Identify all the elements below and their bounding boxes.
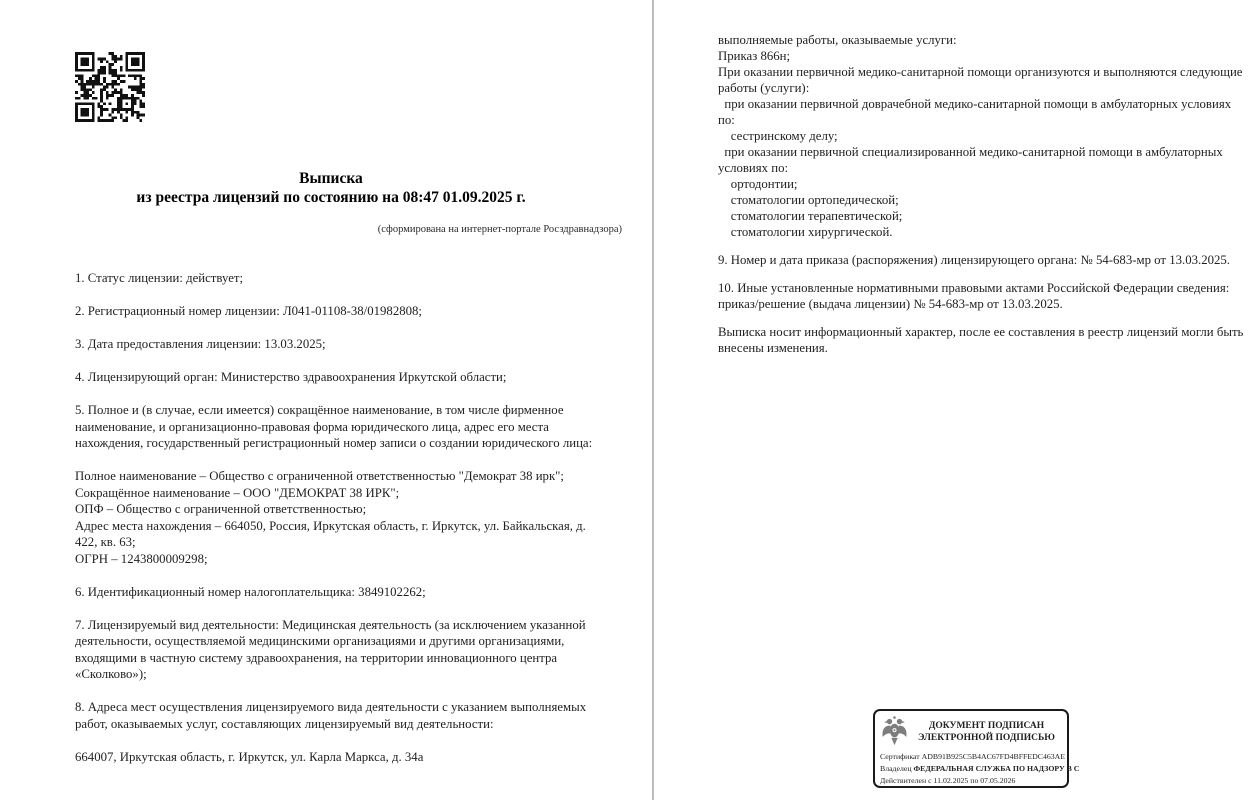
text-line: при оказании первичной специализированной медико-санитарной помощи в амбулаторных [718,145,1223,159]
qr-code-icon [75,52,145,122]
certificate-label: Сертификат [880,752,920,761]
text-line: 3. Дата предоставления лицензии: 13.03.2025; [75,337,326,351]
owner-label: Владелец [880,764,912,773]
text-line: 9. Номер и дата приказа (распоряжения) лицензирующего органа: № 54-683-мр от 13.03.2025. [718,253,1230,267]
text-line: работы (услуги): [718,81,810,95]
text-line: 6. Идентификационный номер налогоплательщика: 3849102262; [75,584,426,599]
paragraph [718,324,1248,356]
text-line: Сокращённое наименование – ООО "ДЕМОКРАТ 38 ИРК"; [75,485,400,500]
digital-signature-stamp [873,709,1080,788]
text-line: 422, кв. 63; [75,535,136,549]
text-line: входящими в частную систему здравоохранения, на территории инновационного центра [75,650,558,665]
paragraph [75,303,635,320]
text-line: Приказ 866н; [718,49,791,63]
validity-line: Действителен с 11.02.2025 по 07.05.2026 [880,776,1016,785]
text-line: стоматологии хирургической. [718,225,893,239]
text-line: нахождения, государственный регистрационный номер записи о создании юридического лица: [75,436,593,450]
text-line: 7. Лицензируемый вид деятельности: Медицинская деятельность (за исключением указанной [75,617,586,632]
right-column-body [718,32,1248,368]
document-page-2 [654,0,1250,800]
text-line: 10. Иные установленные нормативными правовыми актами Российской Федерации сведения: [718,281,1230,295]
certificate-value: ADB91B925C5B4AC67FD4BFFEDC463AE [921,752,1066,761]
stamp-details [875,748,1080,787]
text-line: 2. Регистрационный номер лицензии: Л041-01108-38/01982808; [75,304,422,318]
paragraph [75,749,635,766]
text-line: 5. Полное и (в случае, если имеется) сокращённое наименование, в том числе фирменное [75,403,564,417]
text-line: ОПФ – Общество с ограниченной ответственностью; [75,502,367,516]
text-line: наименование, и организационно-правовая форма юридического лица, адрес его места [75,419,549,434]
document-subtitle: (сформирована на интернет-портале Росздравнадзора) [377,224,622,235]
stamp-title-line-1: ДОКУМЕНТ ПОДПИСАН [928,720,1045,731]
text-line: ОГРН – 1243800009298; [75,551,208,566]
stamp-title [909,720,1064,744]
paragraph [75,369,635,386]
title-line-2: из реестра лицензий по состоянию на 08:47 01.09.2025 г. [136,189,526,206]
paragraph [718,280,1248,312]
certificate-line [880,751,1067,763]
owner-value: ФЕДЕРАЛЬНАЯ СЛУЖБА ПО НАДЗОРУ В С [913,764,1080,773]
text-line: При оказании первичной медико-санитарной помощи организуются и выполняются следующие [718,65,1243,79]
paragraph [718,32,1248,240]
text-line: приказ/решение (выдача лицензии) № 54-683-мр от 13.03.2025. [718,297,1063,311]
title-line-1: Выписка [299,170,363,187]
text-line: 4. Лицензирующий орган: Министерство здравоохранения Иркутской области; [75,370,507,384]
owner-line [880,763,1082,775]
text-line: 8. Адреса мест осуществления лицензируемого вида деятельности с указанием выполняемых [75,700,587,714]
paragraph [75,699,635,732]
paragraph [75,402,635,452]
paragraph [718,252,1248,268]
text-line: деятельности, осуществляемой медицинскими организациями и другими организациями, [75,634,565,648]
text-line: Выписка носит информационный характер, после ее составления в реестр лицензий могли быть [718,325,1244,339]
text-line: Адрес места нахождения – 664050, Россия, Иркутская область, г. Иркутск, ул. Байкальская, д. [75,518,586,533]
text-line: по: [718,113,735,127]
text-line: работ, оказываемых услуг, составляющих лицензируемый вид деятельности: [75,716,494,731]
text-line: Полное наименование – Общество с ограниченной ответственностью "Демократ 38 ирк"; [75,469,564,483]
text-line: стоматологии терапевтической; [718,209,903,223]
text-line: ортодонтии; [718,177,798,191]
text-line: выполняемые работы, оказываемые услуги: [718,33,957,47]
document-title [40,169,622,207]
paragraph [75,617,635,683]
paragraph [75,584,635,601]
left-column-body [75,270,635,765]
text-line: условиях по: [718,161,789,175]
text-line: сестринскому делу; [718,129,838,143]
text-line: 1. Статус лицензии: действует; [75,271,244,285]
paragraph [75,270,635,287]
text-line: 664007, Иркутская область, г. Иркутск, ул. Карла Маркса, д. 34а [75,749,424,764]
text-line: внесены изменения. [718,341,828,355]
text-line: «Сколково»); [75,667,147,681]
paragraph [75,468,635,567]
text-line: стоматологии ортопедической; [718,193,899,207]
paragraph [75,336,635,353]
stamp-title-line-2: ЭЛЕКТРОННОЙ ПОДПИСЬЮ [917,732,1055,743]
coat-of-arms-icon [880,715,909,748]
text-line: при оказании первичной доврачебной медико-санитарной помощи в амбулаторных условиях [718,97,1232,111]
stamp-header [875,711,1067,748]
